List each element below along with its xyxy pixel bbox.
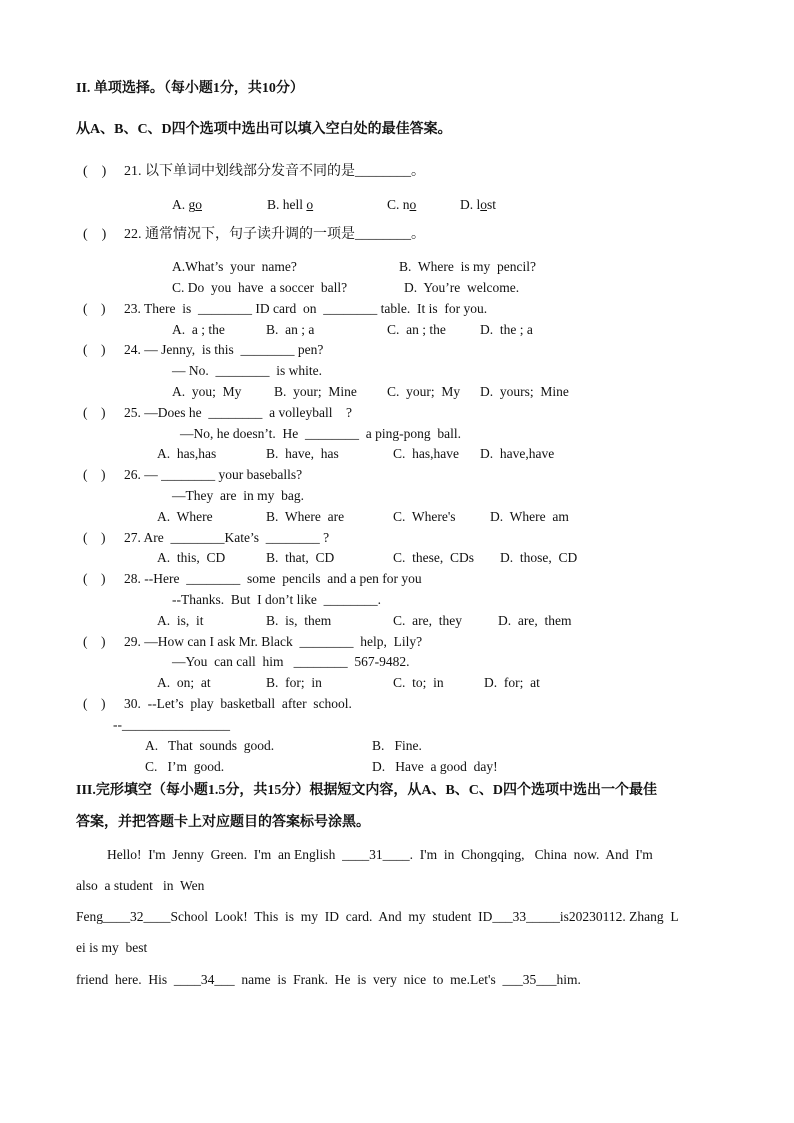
option-c: C. these, CDs: [393, 550, 474, 565]
question-line-2: --________________: [113, 717, 230, 732]
question-line-2: — No. ________ is white.: [172, 363, 322, 378]
option-b: B. have, has: [266, 446, 339, 461]
passage-line-5: friend here. His ____34___ name is Frank. He is very nice to me.Let's ___35___him.: [76, 972, 581, 987]
question-stem: 27. Are ________Kate’s ________ ?: [124, 530, 330, 545]
section-3-heading-line-1: III.完形填空（每小题1.5分，共15分）根据短文内容，从A、B、C、D四个选项中选出一个最佳: [76, 783, 658, 798]
option-c: C. Where's: [393, 509, 456, 524]
option-b: B. Where is my pencil?: [399, 259, 536, 274]
answer-paren: ( ): [83, 571, 106, 586]
option-a: A. on; at: [157, 675, 211, 690]
answer-paren: ( ): [83, 164, 107, 179]
section-2-instruction: 从A、B、C、D四个选项中选出可以填入空白处的最佳答案。: [76, 122, 452, 137]
question-line-2: —You can call him ________ 567-9482.: [172, 654, 410, 669]
question-stem: 23. There is ________ ID card on ________ table. It is for you.: [124, 301, 488, 316]
option-b: B. for; in: [266, 675, 322, 690]
option-d: D. lost: [460, 197, 497, 212]
section-3-heading-line-2: 答案，并把答题卡上对应题目的答案标号涂黑。: [76, 815, 370, 830]
option-b: B. hell o: [267, 197, 314, 212]
passage-line-3: Feng____32____School Look! This is my ID card. And my student ID___33_____is20230112. Zhang L: [76, 909, 679, 924]
question-stem: 25. —Does he ________ a volleyball ?: [124, 405, 352, 420]
option-a: A. go: [172, 197, 202, 212]
option-b: B. an ; a: [266, 322, 315, 337]
passage-line-2: also a student in Wen: [76, 878, 205, 893]
option-c: C. no: [387, 197, 417, 212]
question-line-2: --Thanks. But I don’t like ________.: [172, 592, 381, 607]
answer-paren: ( ): [83, 634, 106, 649]
option-b: B. your; Mine: [274, 384, 357, 399]
answer-paren: ( ): [83, 696, 106, 711]
option-b: B. is, them: [266, 613, 332, 628]
question-stem: 21. 以下单词中划线部分发音不同的是________。: [124, 164, 425, 179]
option-d: D. for; at: [484, 675, 540, 690]
option-a: A. this, CD: [157, 550, 226, 565]
option-c: C. your; My: [387, 384, 461, 399]
option-b: B. Where are: [266, 509, 345, 524]
question-stem: 24. — Jenny, is this ________ pen?: [124, 342, 324, 357]
answer-paren: ( ): [83, 530, 106, 545]
option-d: D. Where am: [490, 509, 569, 524]
option-c: C. I’m good.: [145, 759, 225, 774]
option-b: B. that, CD: [266, 550, 335, 565]
option-c: C. has,have: [393, 446, 459, 461]
question-stem: 29. —How can I ask Mr. Black ________ help, Lily?: [124, 634, 423, 649]
answer-paren: ( ): [83, 227, 107, 242]
question-line-2: —No, he doesn’t. He ________ a ping-pong ball.: [180, 426, 461, 441]
answer-paren: ( ): [83, 342, 106, 357]
option-a: A. is, it: [157, 613, 204, 628]
option-c: C. to; in: [393, 675, 444, 690]
option-d: D. yours; Mine: [480, 384, 569, 399]
option-d: D. the ; a: [480, 322, 533, 337]
question-stem: 26. — ________ your baseballs?: [124, 467, 303, 482]
section-2-heading: II. 单项选择。（每小题1分，共10分）: [76, 81, 304, 96]
option-d: D. You’re welcome.: [404, 280, 520, 295]
answer-paren: ( ): [83, 301, 106, 316]
passage-line-1: Hello! I'm Jenny Green. I'm an English ____31____. I'm in Chongqing, China now. And I'm: [107, 847, 653, 862]
passage-line-4: ei is my best: [76, 940, 148, 955]
question-stem: 30. --Let’s play basketball after school.: [124, 696, 352, 711]
option-a: A. you; My: [172, 384, 242, 399]
option-a: A. a ; the: [172, 322, 225, 337]
option-b: B. Fine.: [372, 738, 422, 753]
option-a: A. has,has: [157, 446, 217, 461]
option-c: C. Do you have a soccer ball?: [172, 280, 348, 295]
question-stem: 22. 通常情况下，句子读升调的一项是________。: [124, 227, 425, 242]
option-d: D. are, them: [498, 613, 572, 628]
answer-paren: ( ): [83, 467, 106, 482]
option-a: A. Where: [157, 509, 213, 524]
answer-paren: ( ): [83, 405, 106, 420]
option-c: C. an ; the: [387, 322, 446, 337]
option-a: A. That sounds good.: [145, 738, 275, 753]
question-line-2: —They are in my bag.: [172, 488, 304, 503]
option-d: D. Have a good day!: [372, 759, 498, 774]
option-a: A.What’s your name?: [172, 259, 297, 274]
option-d: D. have,have: [480, 446, 555, 461]
option-c: C. are, they: [393, 613, 462, 628]
option-d: D. those, CD: [500, 550, 578, 565]
question-stem: 28. --Here ________ some pencils and a pen for you: [124, 571, 422, 586]
